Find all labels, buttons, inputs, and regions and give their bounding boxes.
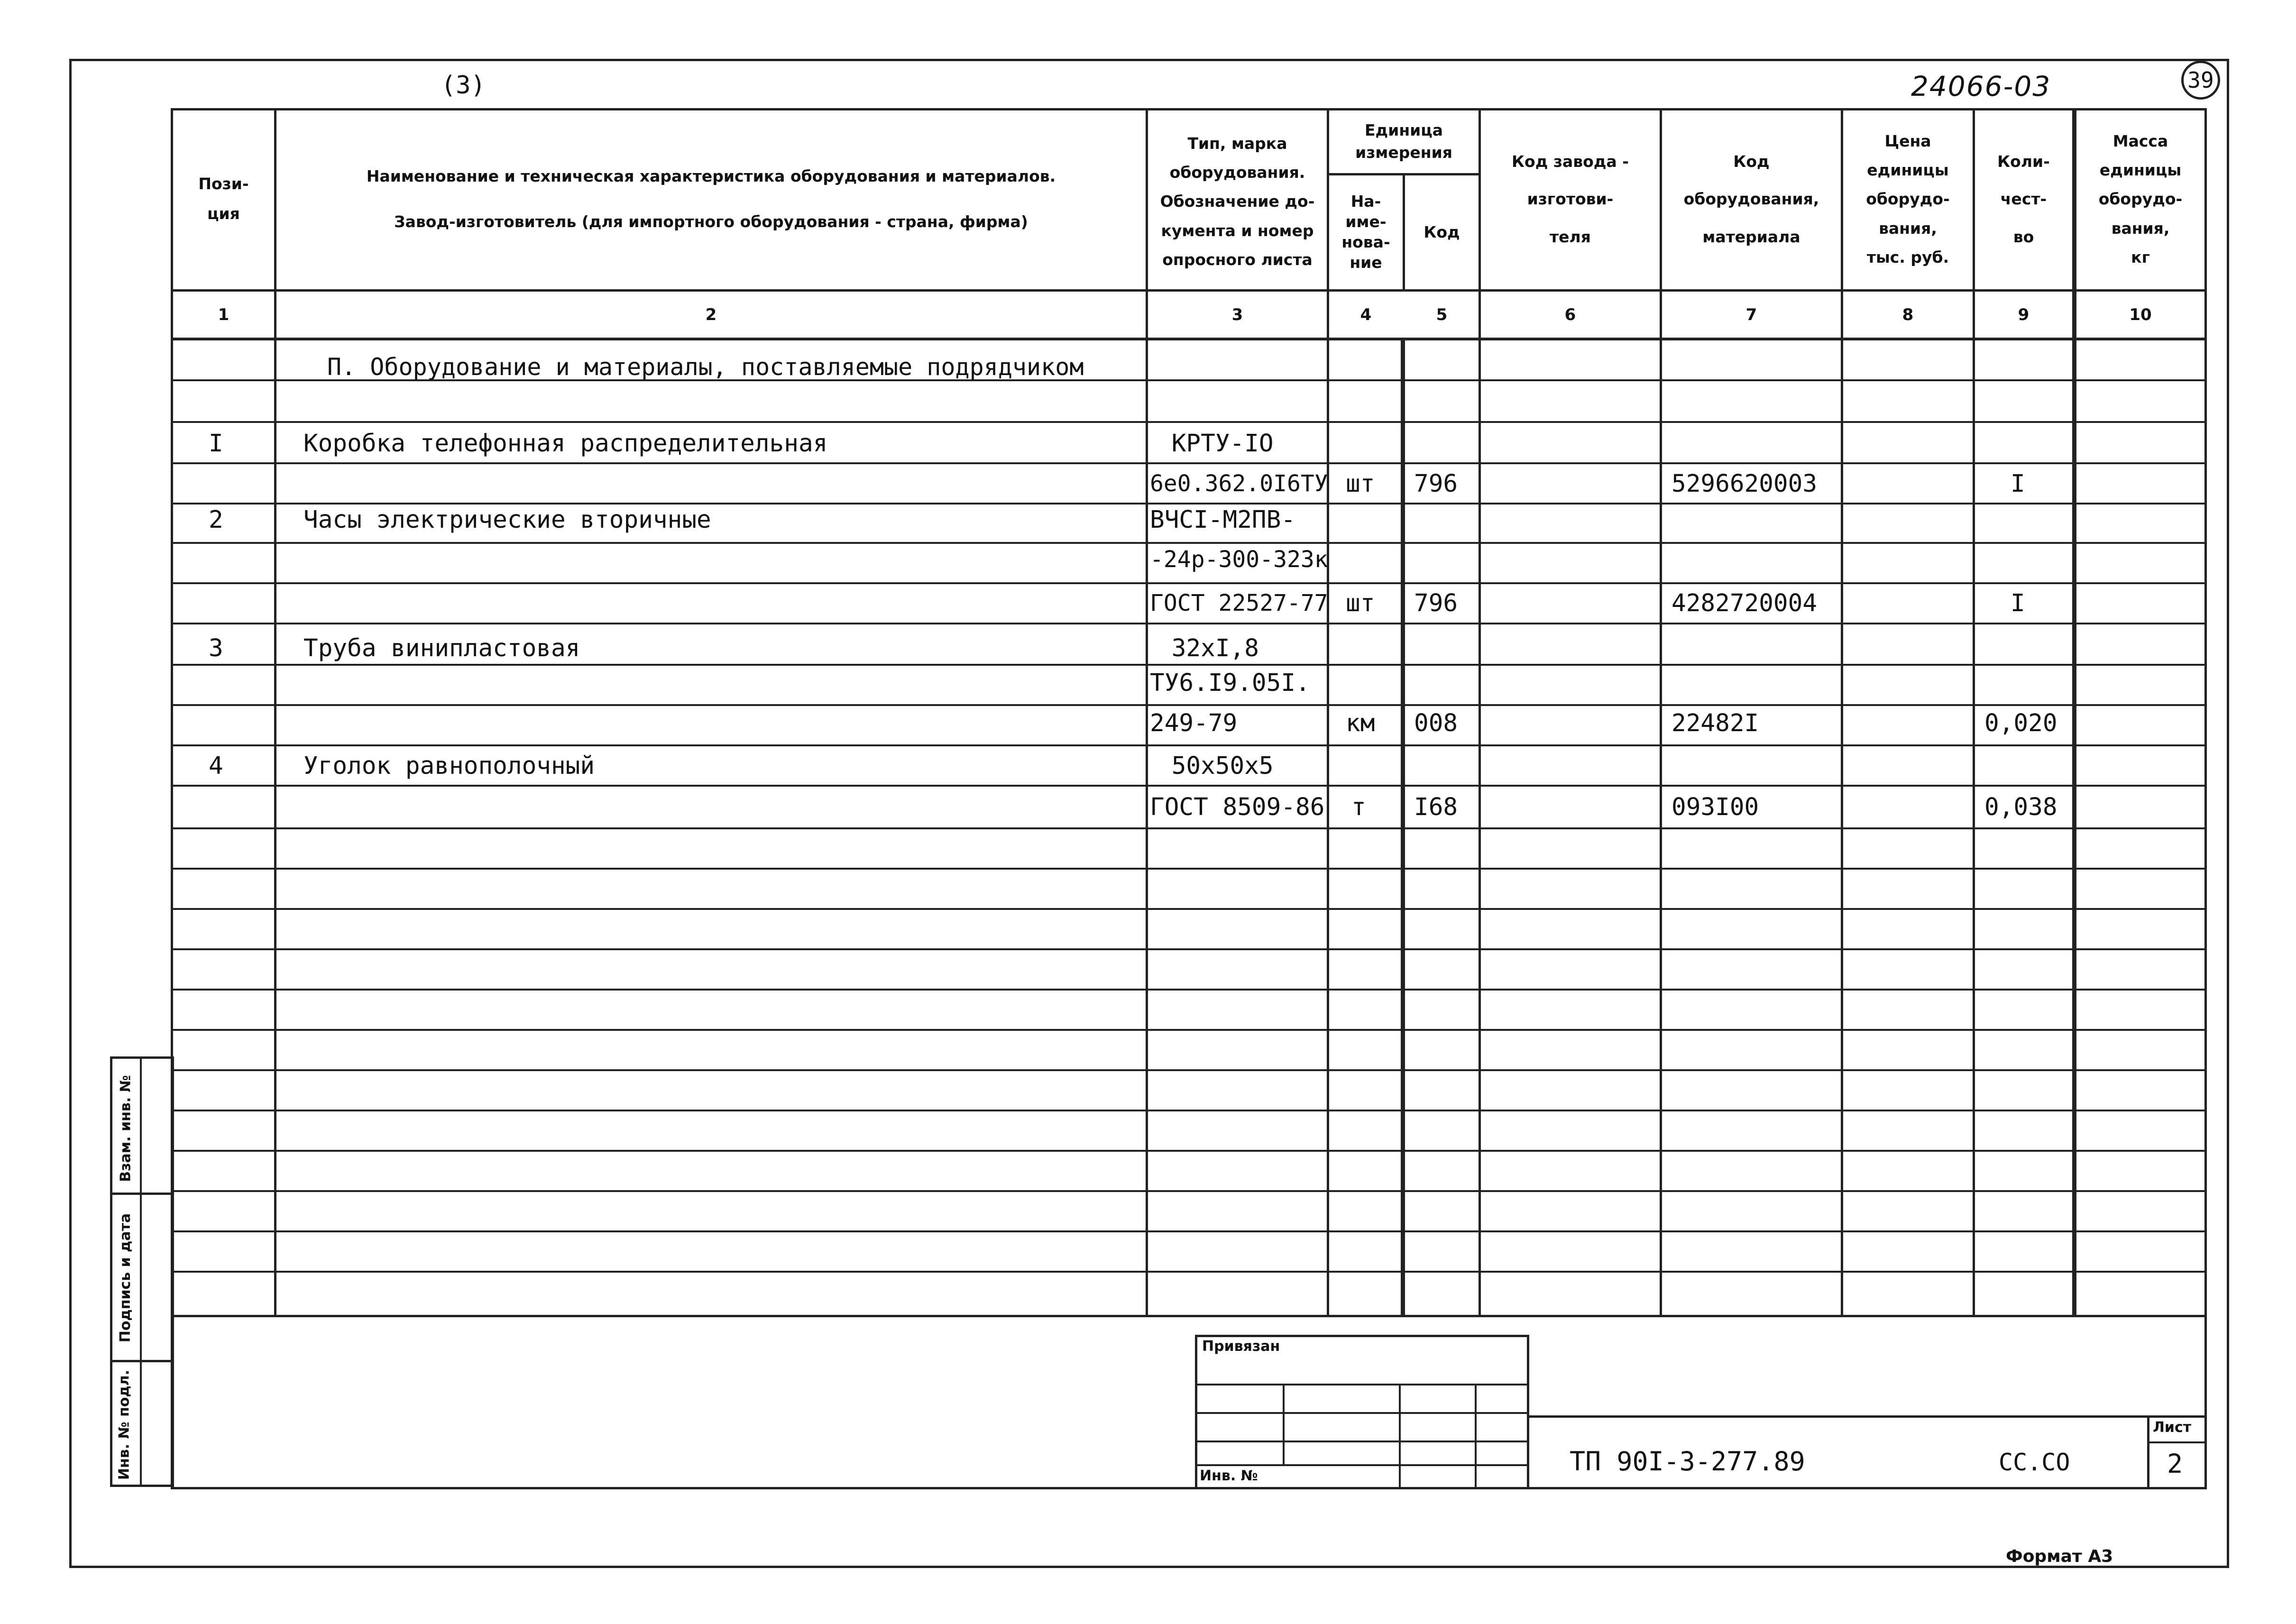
row-line [171, 421, 2207, 423]
row-code: 5296620003 [1671, 469, 1818, 498]
row-unit-code: 796 [1414, 589, 1458, 617]
row-line [171, 948, 2207, 950]
row-unit: км [1346, 709, 1375, 737]
col-header-3: Тип, марка оборудования. Обозначение до- кумента и номер опросного листа [1160, 134, 1315, 269]
row-code: 22482I [1671, 709, 1759, 737]
col-header-5: Код [1424, 222, 1460, 241]
row-type: 6е0.362.0I6ТУ [1150, 470, 1328, 497]
sheet-circle-badge [2181, 61, 2220, 100]
col-number-2: 2 [705, 305, 717, 324]
row-unit: шт [1346, 589, 1375, 617]
document-code: 24066-03 [1911, 70, 2051, 102]
sheet-cell-left [2147, 1415, 2149, 1489]
col-header-10: Масса единицы оборудо- вания, кг [2098, 132, 2183, 266]
strip-label-replaced-inv: Взам. инв. № [117, 1075, 134, 1182]
bound-stamp-col [1399, 1384, 1401, 1489]
inventory-label: Инв. № [1200, 1468, 1258, 1484]
sheet-circle-number: 39 [2187, 67, 2214, 93]
row-line [171, 744, 2207, 746]
col-header-1: Пози- ция [198, 174, 249, 223]
row-line [171, 868, 2207, 870]
col-number-10: 10 [2129, 305, 2152, 324]
row-type: 249-79 [1150, 709, 1238, 737]
strip-label-signature-date: Подпись и дата [117, 1213, 134, 1343]
row-name: Уголок равнополочный [303, 752, 595, 780]
col-number-3: 3 [1231, 305, 1243, 324]
left-strip-inner-line [140, 1056, 142, 1487]
row-line [171, 623, 2207, 624]
title-block-top [1528, 1415, 2207, 1418]
row-type: ГОСТ 8509-86 [1150, 793, 1325, 821]
row-name: Труба винипластовая [303, 634, 580, 662]
row-unit-code: 796 [1414, 469, 1458, 498]
row-line [171, 1110, 2207, 1111]
row-line [171, 785, 2207, 787]
row-line [171, 462, 2207, 464]
row-pos: 4 [209, 752, 223, 780]
bound-label: Привязан [1202, 1338, 1280, 1355]
row-unit-code: I68 [1414, 793, 1458, 821]
col-number-5: 5 [1436, 305, 1448, 324]
col-header-7: Код оборудования, материала [1683, 152, 1819, 246]
col-number-4: 4 [1360, 305, 1372, 324]
row-unit: шт [1346, 469, 1375, 498]
page-marker: (3) [441, 71, 486, 100]
row-pos: 2 [209, 505, 223, 534]
col-header-6: Код завода - изготови- теля [1512, 152, 1629, 246]
row-line [171, 1190, 2207, 1192]
sheet-cell-mid [2147, 1441, 2207, 1443]
row-name: Коробка телефонная распределительная [303, 429, 828, 458]
row-line [171, 908, 2207, 910]
row-line [171, 1230, 2207, 1232]
document-mark: СС.СО [1999, 1449, 2070, 1476]
row-code: 4282720004 [1671, 589, 1818, 617]
row-line [171, 827, 2207, 829]
row-type: ТУ6.I9.05I. [1150, 669, 1310, 697]
sheet-label: Лист [2153, 1419, 2192, 1436]
sheet-number: 2 [2167, 1449, 2183, 1479]
row-type: -24р-300-323к [1150, 546, 1328, 573]
row-line [171, 1271, 2207, 1273]
col-header-8: Цена единицы оборудо- вания, тыс. руб. [1866, 132, 1950, 266]
col-number-7: 7 [1745, 305, 1757, 324]
row-code: 093I00 [1671, 793, 1759, 821]
row-line [171, 989, 2207, 991]
col-number-1: 1 [218, 305, 230, 324]
row-pos: I [209, 429, 223, 458]
bound-stamp-col [1283, 1384, 1285, 1464]
row-unit-code: 008 [1414, 709, 1458, 737]
row-qty: 0,038 [1984, 793, 2057, 821]
row-type: ВЧСI-М2ПВ- [1150, 505, 1296, 534]
bound-stamp-line [1195, 1440, 1529, 1442]
col-header-4: На- име- нова- ние [1341, 192, 1390, 272]
row-type: 32хI,8 [1157, 634, 1259, 662]
row-qty: I [2011, 469, 2025, 498]
row-pos: 3 [209, 634, 223, 662]
strip-label-original-inv: Инв. № подл. [116, 1369, 133, 1480]
bound-stamp-line [1195, 1464, 1529, 1466]
row-line [171, 1150, 2207, 1152]
col-header-9: Коли- чест- во [1997, 152, 2050, 246]
bound-stamp-line [1195, 1384, 1529, 1385]
row-line [171, 1069, 2207, 1071]
unit-group-divider [1327, 173, 1481, 175]
row-type: КРТУ-IO [1157, 429, 1274, 458]
section-title: П. Оборудование и материалы, поставляемые подрядчиком [327, 353, 1084, 381]
bound-stamp-line [1195, 1412, 1529, 1414]
row-line [171, 1029, 2207, 1031]
col-header-2: Наименование и техническая характеристика оборудования и материалов. Завод-изготовитель (для импортного оборудования - страна, фирма) [366, 167, 1056, 231]
row-name: Часы электрические вторичные [303, 505, 711, 534]
numbers-bottom-line [171, 338, 2207, 340]
format-label: Формат А3 [2006, 1547, 2113, 1566]
row-type: ГОСТ 22527-77 [1150, 590, 1328, 616]
col-number-9: 9 [2018, 305, 2030, 324]
row-unit: т [1351, 793, 1366, 821]
bottom-frame [171, 1315, 2207, 1489]
row-qty: I [2011, 589, 2025, 617]
col-number-6: 6 [1564, 305, 1576, 324]
row-qty: 0,020 [1984, 709, 2057, 737]
row-type: 50х50х5 [1157, 752, 1274, 780]
bound-stamp-col [1475, 1384, 1477, 1489]
col-number-8: 8 [1902, 305, 1914, 324]
project-code: ТП 90I-3-277.89 [1570, 1446, 1805, 1477]
unit-group-header: Единица измерения [1355, 121, 1452, 162]
